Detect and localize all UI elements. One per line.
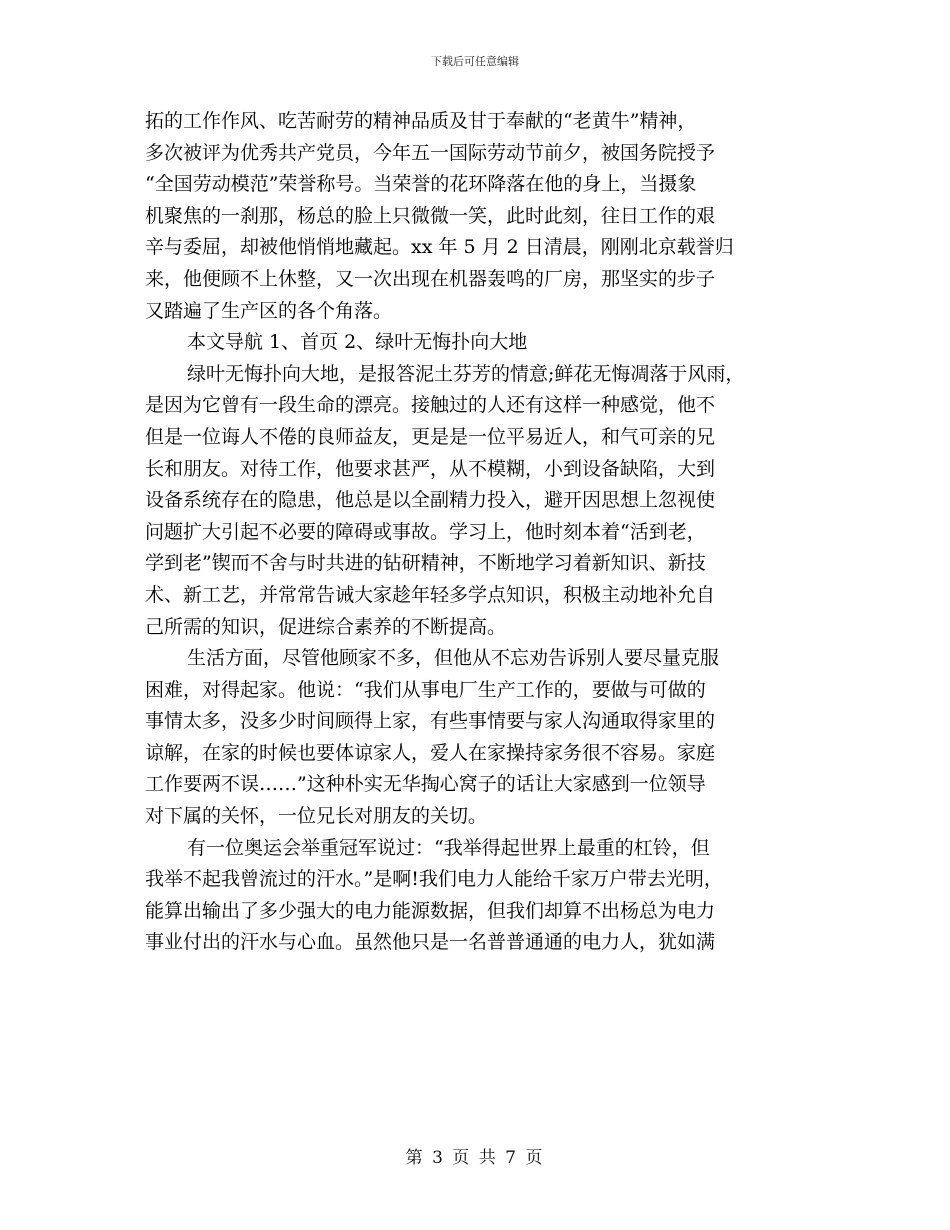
text-line: 拓的工作作风、吃苦耐劳的精神品质及甘于奉献的“老黄牛”精神，: [145, 110, 697, 132]
text-line: 又踏遍了生产区的各个角落。: [145, 299, 393, 322]
text-line: 学到老”锲而不舍与时共进的钻研精神，不断地学习着新知识、新技: [145, 552, 706, 575]
text-line: 术、新工艺，并常常告诫大家趁年轻多学点知识，积极主动地补允自: [145, 583, 716, 606]
text-line: “全国劳动模范”荣誉称号。当荣誉的花环降落在他的身上，当摄象: [145, 173, 697, 196]
text-line: 问题扩大引起不必要的障碍或事故。学习上，他时刻本着“活到老，: [145, 520, 706, 543]
text-line: 困难，对得起家。他说：“我们从事电厂生产工作的，要做与可做的: [145, 678, 706, 701]
document-body: [145, 106, 815, 959]
text-line: 对下属的关怀，一位兄长对朋友的关切。: [145, 805, 488, 828]
text-line: 多次被评为优秀共产党员，今年五一国际劳动节前夕，被国务院授予: [145, 141, 716, 164]
paragraph-start-line: 有一位奥运会举重冠军说过：“我举得起世界上最重的杠铃，但: [187, 836, 710, 859]
text-line: 事情太多，没多少时间顾得上家，有些事情要与家人沟通取得家里的: [145, 710, 716, 733]
text-line: 是因为它曾有一段生命的漂亮。接触过的人还有这样一种感觉，他不: [145, 394, 716, 417]
section-navigation-line: 本文导航 1、首页 2、绿叶无悔扑向大地: [187, 331, 528, 354]
text-line: 辛与委屈，却被他悄悄地藏起。xx 年 5 月 2 日清晨，刚刚北京载誉归: [145, 236, 734, 259]
text-line: 己所需的知识，促进综合素养的不断提高。: [145, 615, 507, 638]
text-line: 事业付出的汗水与心血。虽然他只是一名普普通通的电力人，犹如满: [145, 931, 716, 954]
text-line: 设备系统存在的隐患，他总是以全副精力投入，避开因思想上忽视使: [145, 489, 716, 512]
page-number-footer: 第 3 页 共 7 页: [405, 1148, 545, 1168]
text-line: 工作要两不误……”这种朴实无华掏心窝子的话让大家感到一位领导: [145, 773, 706, 796]
text-line: 能算出输出了多少强大的电力能源数据，但我们却算不出杨总为电力: [145, 899, 716, 922]
text-line: 机聚焦的一刹那，杨总的脸上只微微一笑，此时此刻，往日工作的艰: [145, 204, 716, 227]
paragraph-start-line: 生活方面，尽管他顾家不多，但他从不忘劝告诉别人要尽量克服: [187, 647, 720, 670]
text-line: 谅解，在家的时候也要体谅家人，爱人在家操持家务很不容易。家庭: [145, 741, 716, 764]
text-line: 来，他便顾不上休整，又一次出现在机器轰鸣的厂房，那坚实的步子: [145, 267, 716, 290]
text-line: 我举不起我曾流过的汗水。”是啊!我们电力人能给千家万户带去光明，: [145, 868, 723, 891]
paragraph-start-line: 绿叶无悔扑向大地，是报答泥土芬芳的情意;鲜花无悔凋落于风雨，: [187, 362, 745, 385]
page-header-note: 下载后可任意编辑: [431, 55, 519, 68]
text-line: 长和朋友。对待工作，他要求甚严，从不模糊，小到设备缺陷，大到: [145, 457, 716, 480]
text-line: 但是一位诲人不倦的良师益友，更是是一位平易近人，和气可亲的兄: [145, 425, 716, 448]
